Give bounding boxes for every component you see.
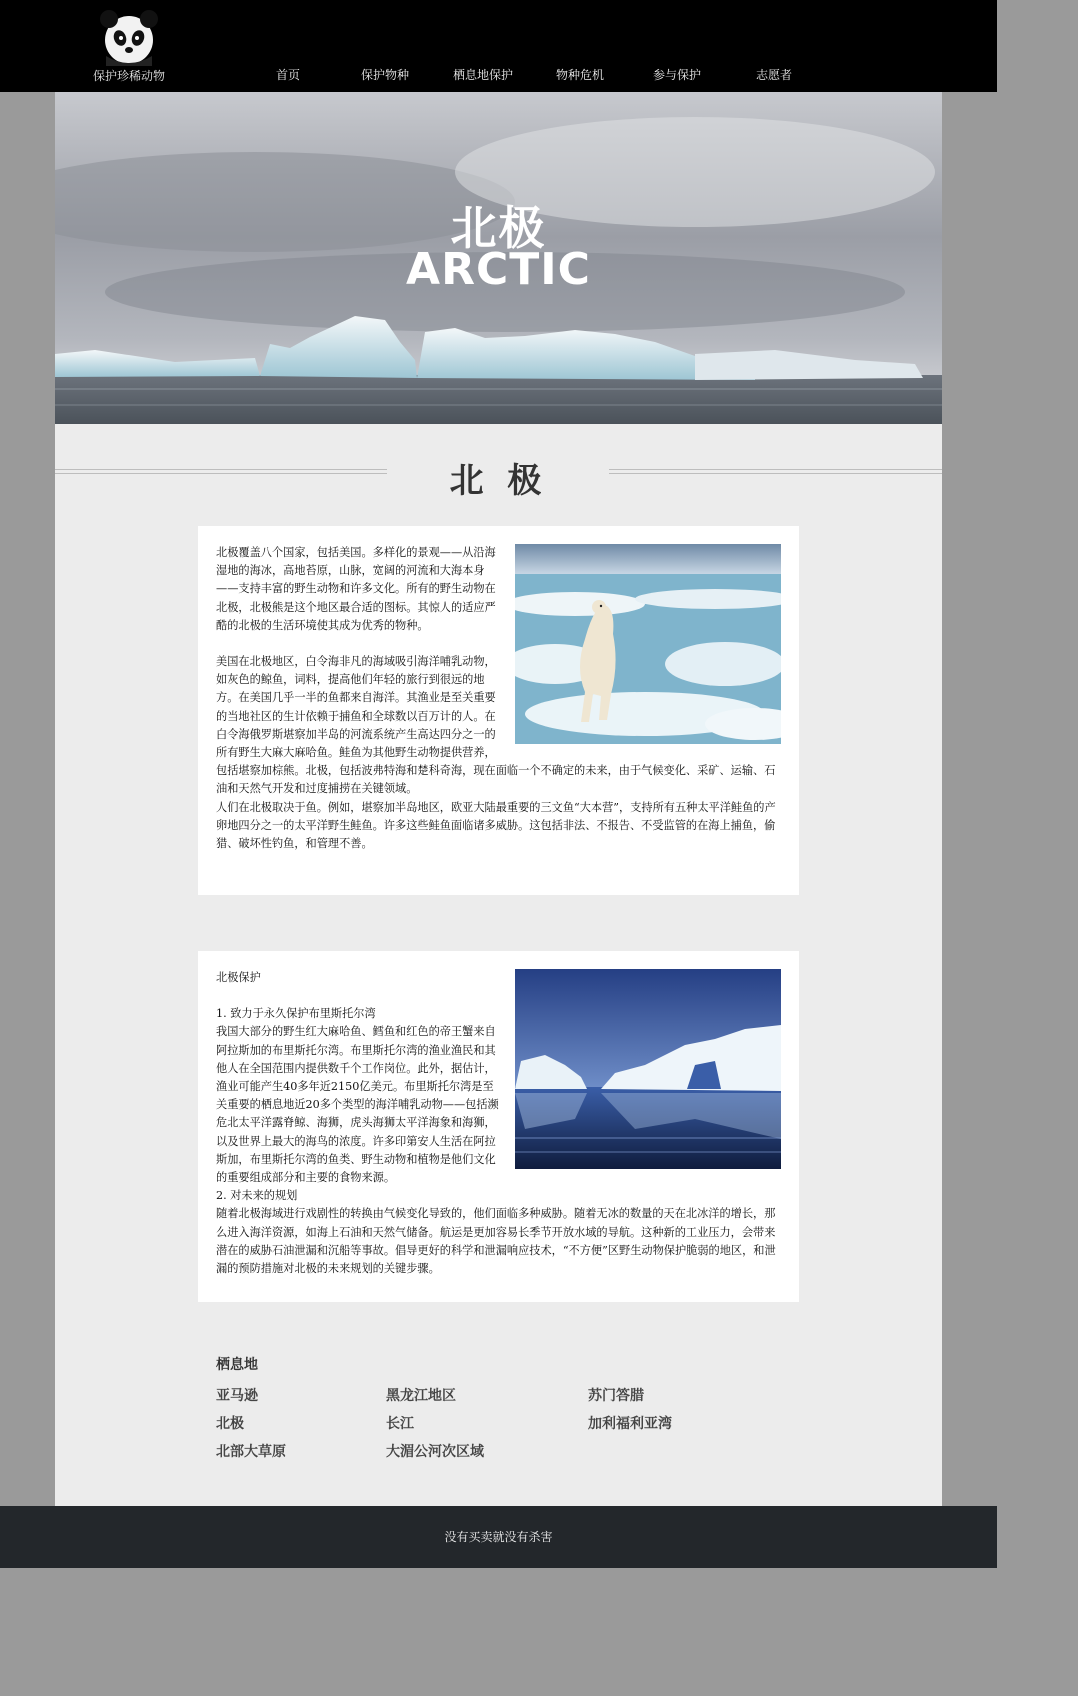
habitat-link[interactable]: 北极 bbox=[216, 1416, 244, 1432]
habitat-link[interactable]: 长江 bbox=[386, 1416, 414, 1432]
arctic-protection-card bbox=[198, 951, 799, 1302]
panda-logo-icon[interactable] bbox=[96, 6, 162, 66]
top-navigation-bar bbox=[0, 0, 997, 92]
habitat-row bbox=[216, 1437, 776, 1465]
footer-slogan: 没有买卖就没有杀害 bbox=[444, 1530, 553, 1544]
hero-title-en: ARCTIC bbox=[406, 244, 591, 295]
card1-paragraph: 北极覆盖八个国家，包括美国。多样化的景观——从沿海湿地的海冰，高地苔原，山脉，宽阔的河流和大海本身——支持丰富的野生动物和许多文化。所有的野生动物在北极，北极熊是这个地区最合适的图标。其惊人的适应严酷的北极的生活环境使其成为优秀的物种。 bbox=[216, 546, 496, 632]
footer bbox=[55, 1506, 997, 1568]
section-title: 北 极 bbox=[449, 461, 548, 501]
card2-subheading: 1. 致力于永久保护布里斯托尔湾 bbox=[216, 1007, 376, 1021]
card2-heading: 北极保护 bbox=[216, 971, 261, 984]
habitat-row bbox=[216, 1409, 776, 1437]
card2-subheading: 2. 对未来的规划 bbox=[216, 1189, 298, 1203]
polar-bear-image bbox=[515, 544, 781, 744]
habitat-link[interactable]: 北部大草原 bbox=[216, 1444, 286, 1460]
hero-banner bbox=[55, 92, 942, 424]
card2-paragraph: 随着北极海域进行戏剧性的转换由气候变化导致的，他们面临多种威胁。随着无冰的数量的天在北冰洋的增长，那么进入海洋资源，如海上石油和天然气储备。航运是更加容易长季节开放水域的导航。这种新的工业压力，会带来潜在的威胁石油泄漏和沉船等事故。倡导更好的科学和泄漏响应技术，“不方便”区野生动物保护脆弱的地区，和泄漏的预防措施对北极的未来规划的关键步骤。 bbox=[216, 1207, 776, 1276]
site-name[interactable]: 保护珍稀动物 bbox=[92, 69, 165, 83]
nav-item-habitat-protection[interactable]: 栖息地保护 bbox=[452, 68, 513, 82]
nav-item-home[interactable]: 首页 bbox=[275, 68, 300, 82]
iceberg-image bbox=[515, 969, 781, 1169]
page-bottom-background bbox=[0, 1568, 997, 1696]
habitat-links-title: 栖息地 bbox=[216, 1357, 258, 1373]
card2-paragraph: 我国大部分的野生红大麻哈鱼、鳕鱼和红色的帝王蟹来自阿拉斯加的布里斯托尔湾。布里斯托尔湾的渔业渔民和其他人在全国范围内提供数千个工作岗位。此外，据估计，渔业可能产生40多年近2150亿美元。布里斯托尔湾是至关重要的栖息地近20多个类型的海洋哺乳动物——包括濒危北太平洋露脊鲸、海狮，虎头海狮太平洋海象和海狮，以及世界上最大的海鸟的浓度。许多印第安人生活在阿拉斯加，布里斯托尔湾的鱼类、野生动物和植物是他们文化的重要组成部分和主要的食物来源。 bbox=[216, 1025, 499, 1185]
main-content bbox=[55, 92, 942, 1506]
habitat-link[interactable]: 黑龙江地区 bbox=[386, 1388, 456, 1404]
habitat-links bbox=[216, 1354, 776, 1465]
decorative-divider-left bbox=[55, 469, 387, 474]
habitat-link[interactable]: 苏门答腊 bbox=[588, 1388, 644, 1404]
hero-title-cn: 北极 bbox=[450, 201, 547, 255]
decorative-divider-right bbox=[609, 469, 942, 474]
habitat-link[interactable]: 亚马逊 bbox=[216, 1388, 258, 1404]
card1-paragraph: 美国在北极地区，白令海非凡的海域吸引海洋哺乳动物，如灰色的鲸鱼，词料，提高他们年轻的旅行到很远的地方。在美国几乎一半的鱼都来自海洋。其渔业是至关重要的当地社区的生计依赖于捕鱼和全球数以百万计的人。在白令海俄罗斯堪察加半岛的河流系统产生高达四分之一的所有野生大麻大麻哈鱼。鲑鱼为其他野生动物提供营养，包括堪察加棕熊。北极，包括波弗特海和楚科奇海，现在面临一个不确定的未来，由于气候变化、采矿、运输、石油和天然气开发和过度捕捞在关键领域。 bbox=[216, 655, 776, 796]
habitat-link[interactable]: 加利福利亚湾 bbox=[588, 1416, 672, 1432]
nav-item-species-crisis[interactable]: 物种危机 bbox=[555, 68, 604, 82]
section-heading bbox=[55, 448, 942, 501]
nav-item-participate[interactable]: 参与保护 bbox=[652, 68, 701, 82]
habitat-row bbox=[216, 1381, 776, 1409]
nav-item-volunteer[interactable]: 志愿者 bbox=[755, 68, 792, 82]
habitat-link[interactable]: 大湄公河次区域 bbox=[386, 1444, 484, 1460]
footer-left-edge bbox=[0, 1506, 55, 1568]
card1-paragraph: 人们在北极取决于鱼。例如，堪察加半岛地区，欧亚大陆最重要的三文鱼“大本营”，支持所有五种太平洋鲑鱼的产卵地四分之一的太平洋野生鲑鱼。许多这些鲑鱼面临诸多威胁。这包括非法、不报告、不受监管的在海上捕鱼，偷猎、破坏性钓鱼，和管理不善。 bbox=[216, 800, 776, 851]
nav-item-protected-species[interactable]: 保护物种 bbox=[360, 68, 409, 82]
arctic-intro-card bbox=[198, 526, 799, 895]
